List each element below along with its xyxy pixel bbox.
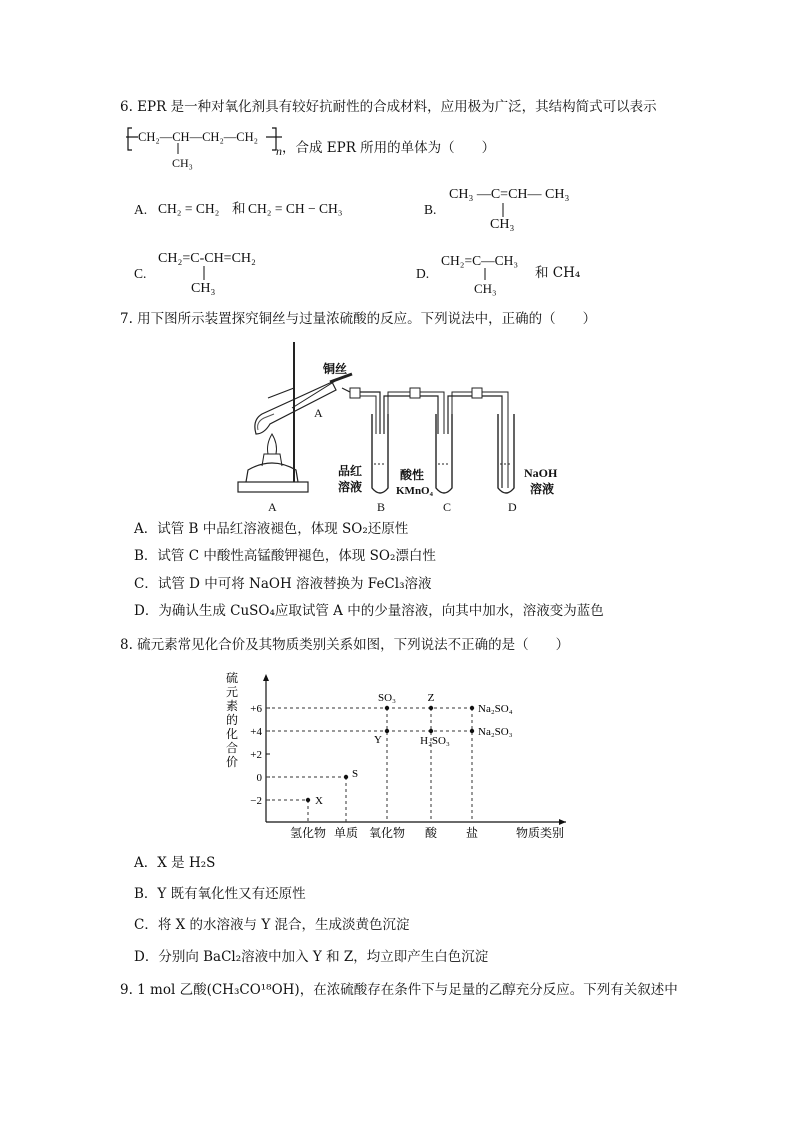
q8-option-D: D．分别向 BaCl₂溶液中加入 Y 和 Z，均立即产生白色沉淀 — [134, 949, 489, 965]
y-axis-label-char: 化 — [225, 727, 239, 741]
q7-stem: 7. 用下图所示装置探究铜丝与过量浓硫酸的反应。下列说法中，正确的（ ） — [120, 311, 597, 327]
data-point-Na₂SO₄ — [470, 706, 474, 710]
data-label-Na₂SO₄: Na₂SO₄ — [478, 703, 513, 715]
sulfur-valence-chart — [222, 668, 582, 838]
q6-polymer-formula — [126, 124, 286, 170]
x-category-label: 酸 — [424, 826, 438, 838]
q8-option-B: B．Y 既有氧化性又有还原性 — [134, 886, 306, 902]
x-category-label: 单质 — [333, 826, 359, 838]
q7-label-C1: 酸性 — [400, 468, 425, 482]
x-category-label: 盐 — [465, 826, 479, 838]
q7-label-C2: KMnO₄ — [396, 485, 433, 497]
q6-polymer-main: CH₂—CH—CH₂—CH₂ — [138, 130, 259, 144]
y-tick-label: +2 — [250, 749, 262, 761]
data-point-Y — [385, 729, 389, 733]
q7-option-B: B．试管 C 中酸性高锰酸钾褪色，体现 SO₂漂白性 — [134, 548, 436, 564]
y-tick-label: +4 — [250, 726, 262, 738]
y-axis-label-char: 硫 — [225, 671, 239, 685]
q7-option-C: C．试管 D 中可将 NaOH 溶液替换为 FeCl₃溶液 — [134, 576, 432, 592]
q6-option-D-letter: D. — [416, 266, 430, 281]
data-label-H₂SO₃: H₂SO₃ — [420, 735, 450, 747]
q7-option-A: A．试管 B 中品红溶液褪色，体现 SO₂还原性 — [134, 521, 409, 537]
q8-stem: 8. 硫元素常见化合价及其物质类别关系如图，下列说法不正确的是（ ） — [120, 637, 570, 653]
x-category-label: 氢化物 — [289, 826, 327, 838]
data-point-SO₃ — [385, 706, 389, 710]
q8-option-A: A．X 是 H₂S — [134, 855, 216, 871]
q6-option-C-letter: C. — [134, 266, 147, 281]
y-axis-label-char: 的 — [225, 713, 239, 727]
q6-option-C-branch: CH₃ — [191, 281, 216, 296]
data-label-Y: Y — [374, 734, 382, 746]
q6-option-B-letter: B. — [424, 202, 437, 217]
data-point-Na₂SO₃ — [470, 729, 474, 733]
data-point-Z — [429, 706, 433, 710]
q7-label-A-tube: A — [314, 406, 323, 420]
q6-stem-line2: ，合成 EPR 所用的单体为（ ） — [282, 140, 496, 156]
data-label-SO₃: SO₃ — [378, 692, 396, 704]
data-point-H₂SO₃ — [429, 729, 433, 733]
q6-option-A-mid: 和 — [232, 201, 246, 217]
q6-polymer-n: n — [276, 144, 282, 158]
q7-label-B1: 品红 — [338, 464, 363, 478]
q7-bottom-B: B — [377, 500, 386, 514]
y-axis-label-char: 素 — [225, 699, 239, 713]
q6-option-D-extra: 和 CH₄ — [535, 265, 581, 281]
q6-option-A-letter: A. — [134, 202, 148, 217]
y-axis-arrow — [263, 674, 269, 681]
q7-label-B2: 溶液 — [338, 480, 363, 494]
q7-option-D: D．为确认生成 CuSO₄应取试管 A 中的少量溶液，向其中加水，溶液变为蓝色 — [134, 603, 604, 619]
data-point-X — [306, 798, 310, 802]
y-tick-label: 0 — [256, 772, 262, 784]
q7-label-D1: NaOH — [524, 466, 558, 480]
y-axis-label-char: 元 — [225, 685, 239, 699]
data-label-Na₂SO₃: Na₂SO₃ — [478, 726, 513, 738]
y-tick-label: +6 — [250, 703, 262, 715]
q7-bottom-C: C — [443, 500, 452, 514]
q6-polymer-branch: CH₃ — [172, 156, 193, 170]
y-axis-label-char: 价 — [225, 755, 239, 769]
x-axis-label: 物质类别 — [515, 826, 564, 838]
y-axis-label-char: 合 — [225, 741, 239, 755]
q6-option-A-f1: CH₂ = CH₂ — [158, 201, 220, 216]
y-tick-label: −2 — [250, 795, 262, 807]
x-axis-arrow — [559, 819, 566, 825]
q6-option-A-f2: CH₂ = CH − CH₃ — [248, 201, 343, 216]
q6-option-B-branch: CH₃ — [490, 217, 515, 232]
data-label-S: S — [352, 768, 359, 780]
q6-option-D-main: CH₂=C—CH₃ — [441, 253, 519, 268]
data-label-Z: Z — [427, 692, 435, 704]
q6-stem-line1: 6. EPR 是一种对氧化剂具有较好抗耐性的合成材料，应用极为广泛，其结构简式可以表示 — [120, 99, 657, 115]
data-point-S — [344, 775, 348, 779]
q6-option-D-branch: CH₃ — [474, 281, 497, 296]
q6-option-B-main: CH₃ —C=CH— CH₃ — [449, 187, 570, 202]
q7-bottom-D: D — [508, 500, 517, 514]
x-category-label: 氧化物 — [368, 826, 406, 838]
q9-stem: 9. 1 mol 乙酸(CH₃CO¹⁸OH)，在浓硫酸存在条件下与足量的乙醇充分反应。下列有关叙述中 — [120, 982, 678, 998]
q6-option-C-main: CH₂=C-CH=CH₂ — [158, 251, 256, 266]
q8-option-C: C．将 X 的水溶液与 Y 混合，生成淡黄色沉淀 — [134, 917, 410, 933]
q7-bottom-A: A — [268, 500, 277, 514]
q7-label-D2: 溶液 — [530, 482, 555, 496]
data-label-X: X — [315, 795, 323, 807]
q7-label-copper-wire: 铜丝 — [323, 362, 348, 376]
